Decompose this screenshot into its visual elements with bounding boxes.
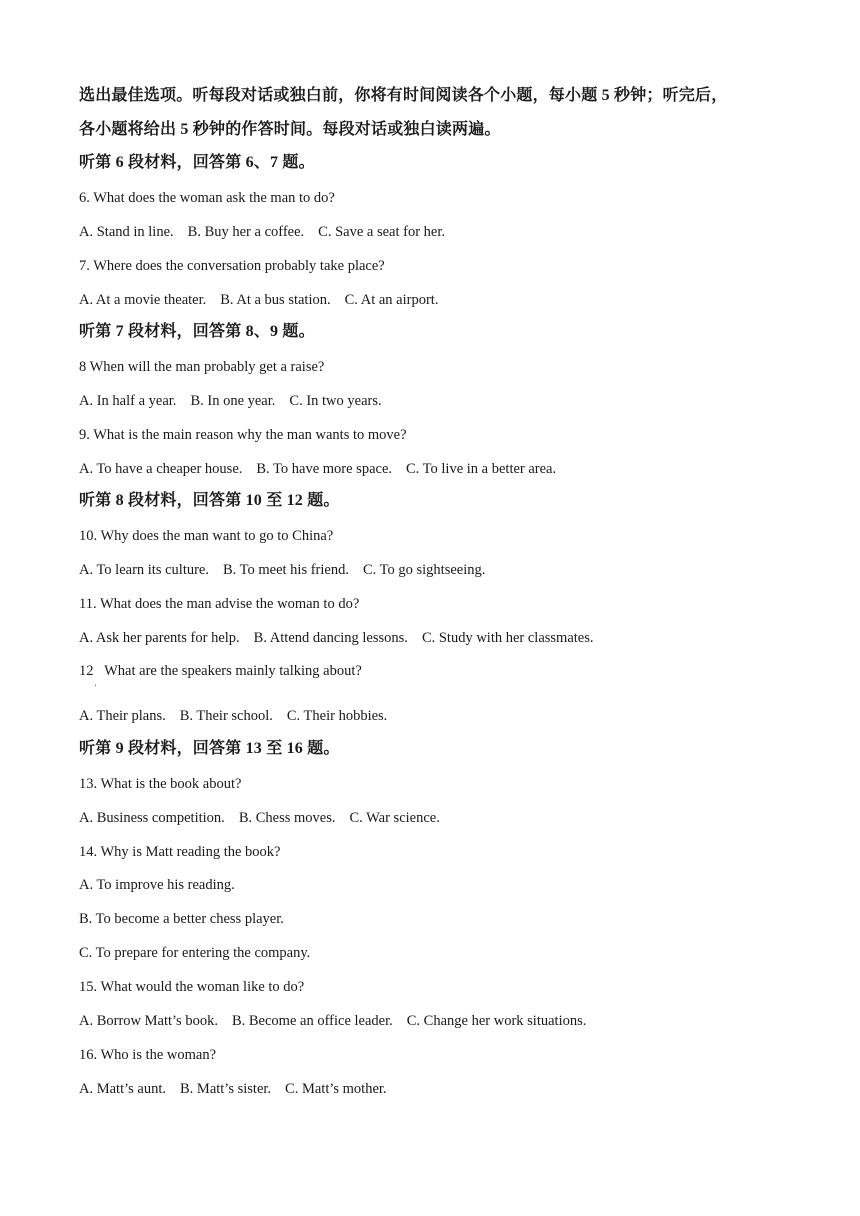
question-7: 7. Where does the conversation probably take place? <box>79 258 385 274</box>
question-13: 13. What is the book about? <box>79 776 242 792</box>
option-11c: C. Study with her classmates. <box>421 630 594 646</box>
instructions-line-2: 各小题将给出 5 秒钟的作答时间。每段对话或独白读两遍。 <box>79 121 501 138</box>
question-9: 9. What is the main reason why the man wants to move? <box>79 427 407 443</box>
options-11 <box>79 628 594 648</box>
option-15b: B. Become an office leader. <box>231 1013 393 1029</box>
option-10a: A. To learn its culture. <box>79 562 209 578</box>
option-16a: A. Matt’s aunt. <box>79 1081 166 1097</box>
option-14a: A. To improve his reading. <box>79 877 235 893</box>
question-10: 10. Why does the man want to go to China? <box>79 528 334 544</box>
section-heading-8: 听第 8 段材料，回答第 10 至 12 题。 <box>79 492 340 509</box>
option-15a: A. Borrow Matt’s book. <box>79 1013 218 1029</box>
option-10b: B. To meet his friend. <box>223 562 349 578</box>
option-6a: A. Stand in line. <box>79 224 174 240</box>
option-10c: C. To go sightseeing. <box>362 562 486 578</box>
options-15 <box>79 1011 586 1031</box>
question-6: 6. What does the woman ask the man to do? <box>79 190 335 206</box>
option-8b: B. In one year. <box>190 393 276 409</box>
option-7c: C. At an airport. <box>344 292 439 308</box>
option-14c: C. To prepare for entering the company. <box>79 945 311 961</box>
option-12a: A. Their plans. <box>79 708 166 724</box>
option-13a: A. Business competition. <box>79 810 225 826</box>
options-16 <box>79 1079 387 1099</box>
options-6 <box>79 222 445 242</box>
option-11b: B. Attend dancing lessons. <box>253 630 408 646</box>
option-12c: C. Their hobbies. <box>286 708 388 724</box>
question-14: 14. Why is Matt reading the book? <box>79 844 281 860</box>
option-6b: B. Buy her a coffee. <box>187 224 305 240</box>
option-8a: A. In half a year. <box>79 393 177 409</box>
options-8 <box>79 391 382 411</box>
options-12 <box>79 706 387 726</box>
option-12b: B. Their school. <box>179 708 273 724</box>
question-15: 15. What would the woman like to do? <box>79 979 305 995</box>
option-7a: A. At a movie theater. <box>79 292 207 308</box>
question-12: 12 What are the speakers mainly talking about? <box>79 663 362 679</box>
option-13c: C. War science. <box>349 810 440 826</box>
option-9c: C. To live in a better area. <box>406 461 557 477</box>
option-9b: B. To have more space. <box>256 461 393 477</box>
option-16c: C. Matt’s mother. <box>285 1081 387 1097</box>
option-6c: C. Save a seat for her. <box>318 224 445 240</box>
option-14b: B. To become a better chess player. <box>79 911 284 927</box>
section-heading-9: 听第 9 段材料，回答第 13 至 16 题。 <box>79 740 340 757</box>
section-heading-7: 听第 7 段材料，回答第 8、9 题。 <box>79 323 315 340</box>
option-9a: A. To have a cheaper house. <box>79 461 243 477</box>
option-7b: B. At a bus station. <box>220 292 331 308</box>
instructions-line-1: 选出最佳选项。听每段对话或独白前，你将有时间阅读各个小题，每小题 5 秒钟；听完后， <box>79 87 728 104</box>
stray-tick-mark: ' <box>95 683 97 692</box>
option-13b: B. Chess moves. <box>238 810 336 826</box>
question-11: 11. What does the man advise the woman to do? <box>79 596 360 612</box>
option-16b: B. Matt’s sister. <box>180 1081 272 1097</box>
option-15c: C. Change her work situations. <box>406 1013 587 1029</box>
options-13 <box>79 808 440 828</box>
option-11a: A. Ask her parents for help. <box>79 630 240 646</box>
options-7 <box>79 290 438 310</box>
question-8: 8 When will the man probably get a raise? <box>79 359 325 375</box>
options-10 <box>79 560 485 580</box>
question-16: 16. Who is the woman? <box>79 1047 217 1063</box>
option-8c: C. In two years. <box>289 393 382 409</box>
options-9 <box>79 459 556 479</box>
section-heading-6: 听第 6 段材料，回答第 6、7 题。 <box>79 154 315 171</box>
